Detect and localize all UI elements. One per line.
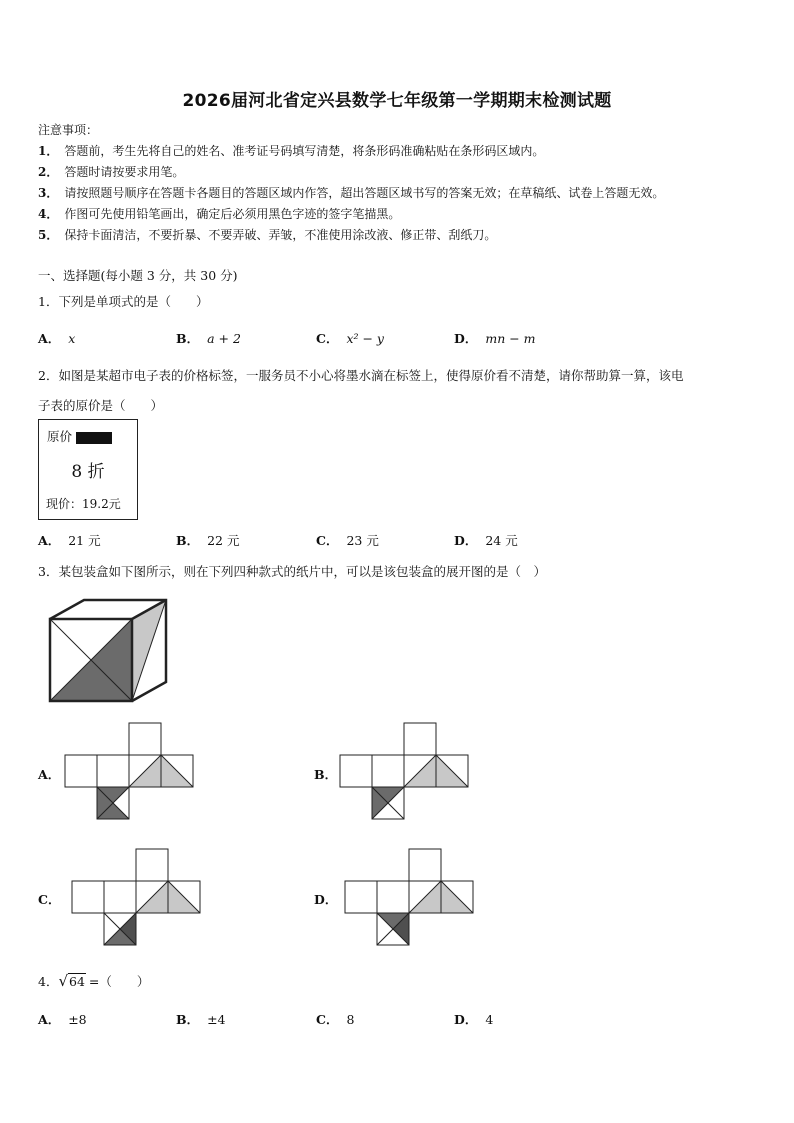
q3-option-b[interactable]: B．	[314, 767, 338, 782]
net-option-a	[64, 722, 196, 822]
q1-option-d[interactable]: D． mn − m	[454, 331, 536, 346]
net-option-c	[71, 848, 203, 948]
original-price-row: 原价	[47, 427, 112, 445]
ink-blot	[76, 432, 112, 444]
q2-option-c[interactable]: C． 23 元	[316, 533, 379, 548]
q4-option-a[interactable]: A． ±8	[38, 1012, 87, 1027]
notice-item: 2． 答题时请按要求用笔。	[38, 165, 185, 179]
question-4-stem: 4．√64 =（ ）	[38, 972, 150, 990]
q1-option-a[interactable]: A． x	[38, 331, 76, 346]
page-title: 2026届河北省定兴县数学七年级第一学期期末检测试题	[182, 91, 612, 111]
q3-option-c[interactable]: C．	[38, 892, 61, 907]
sqrt-sign: √	[58, 972, 69, 990]
discount-text: 8 折	[71, 462, 105, 482]
notice-item: 5． 保持卡面清洁，不要折暴、不要弄破、弄皱，不准使用涂改液、修正带、刮纸刀。	[38, 228, 497, 242]
notice-heading: 注意事项：	[38, 123, 99, 137]
notice-item: 4． 作图可先使用铅笔画出，确定后必须用黑色字迹的签字笔描黑。	[38, 207, 401, 221]
q4-option-b[interactable]: B． ±4	[176, 1012, 226, 1027]
q2-option-d[interactable]: D． 24 元	[454, 533, 518, 548]
package-box-figure	[46, 598, 172, 704]
question-1-stem: 1．下列是单项式的是（ ）	[38, 294, 209, 309]
notice-item: 1． 答题前，考生先将自己的姓名、准考证号码填写清楚，将条形码准确粘贴在条形码区域内。	[38, 144, 545, 158]
q4-option-c[interactable]: C． 8	[316, 1012, 355, 1027]
question-2-stem-cont: 子表的原价是（ ）	[38, 398, 164, 413]
q2-option-b[interactable]: B． 22 元	[176, 533, 240, 548]
q3-option-a[interactable]: A．	[38, 767, 61, 782]
question-2-stem: 2．如图是某超市电子表的价格标签，一服务员不小心将墨水滴在标签上，使得原价看不清楚，请你帮助算一算，该电	[38, 368, 684, 383]
q4-option-d[interactable]: D． 4	[454, 1012, 494, 1027]
net-option-d	[344, 848, 476, 948]
q1-option-c[interactable]: C． x² − y	[316, 331, 384, 346]
q3-option-d[interactable]: D．	[314, 892, 338, 907]
q1-option-b[interactable]: B． a + 2	[176, 331, 241, 346]
price-tag	[38, 419, 138, 520]
notice-item: 3． 请按照题号顺序在答题卡各题目的答题区域内作答，超出答题区域书写的答案无效；在草稿纸、试卷上答题无效。	[38, 186, 665, 200]
radicand: 64	[69, 974, 85, 989]
question-3-stem: 3．某包装盒如下图所示，则在下列四种款式的纸片中，可以是该包装盒的展开图的是（ ）	[38, 564, 546, 579]
net-option-b	[339, 722, 471, 822]
current-price-text: 现价：19.2元	[46, 497, 121, 511]
section-heading: 一、选择题(每小题 3 分，共 30 分)	[38, 268, 238, 283]
q2-option-a[interactable]: A． 21 元	[38, 533, 101, 548]
